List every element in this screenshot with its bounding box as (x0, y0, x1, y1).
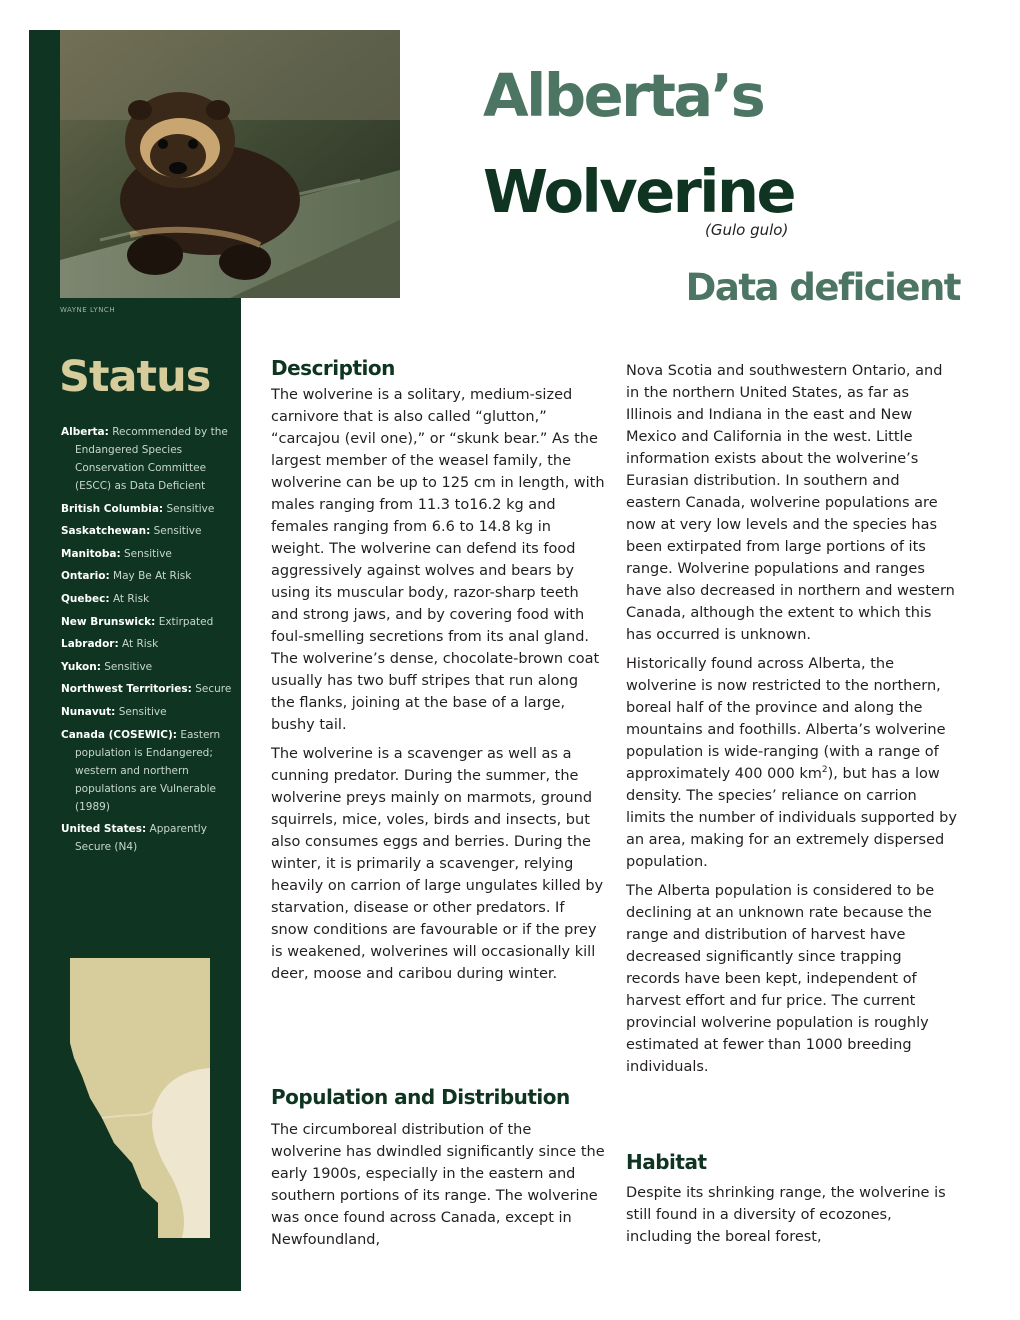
status-value: Extirpated (158, 615, 214, 628)
population-p2-part-a: Historically found across Alberta, the wolverine is now restricted to the northern, boreal half of the province and along the mountains and foothills. Alberta’s wolverine population is wide-ranging (with a range of approximately 400 000 km (626, 656, 946, 782)
status-list (61, 423, 241, 861)
population-paragraph-1: The circumboreal distribution of the wolverine has dwindled significantly since the early 1900s, especially in the eastern and southern portions of its range. The wolverine was once found across Canada, except in Newfoundland, (271, 1122, 605, 1248)
status-region: Saskatchewan: (61, 525, 151, 538)
status-item (61, 590, 241, 608)
description-heading: Description (271, 356, 395, 380)
status-value: Apparently Secure (N4) (75, 823, 207, 854)
status-item (61, 423, 241, 495)
status-item (61, 635, 241, 653)
wolverine-photo (60, 30, 400, 298)
description-paragraph-2: The wolverine is a scavenger as well as a cunning predator. During the summer, the wolverine preys mainly on marmots, ground squirrels, mice, voles, birds and insects, but also consumes eggs and berries. During the winter, it is primarily a scavenger, relying heavily on carrion of large ungulates killed by starvation, disease or other predators. If snow conditions are favourable or if the prey is weakened, wolverines will occasionally kill deer, moose and caribou during winter. (271, 746, 604, 982)
status-region: Alberta: (61, 426, 109, 438)
status-item (61, 820, 241, 856)
status-region: Quebec: (61, 592, 110, 605)
status-region: Nunavut: (61, 705, 116, 718)
habitat-paragraph-1: Despite its shrinking range, the wolverine is still found in a diversity of ecozones, including the boreal forest, (626, 1185, 946, 1245)
status-value: At Risk (112, 592, 150, 605)
population-p2-part-b: ), but has a low density. The species’ reliance on carrion limits the number of individuals supported by an area, making for an extremely dispersed population. (626, 766, 957, 870)
wolverine-photo-illustration (60, 30, 400, 298)
status-item (61, 522, 241, 540)
status-value: At Risk (122, 638, 159, 651)
superscript: 2 (821, 765, 828, 776)
habitat-column (626, 1182, 958, 1255)
status-region: Northwest Territories: (61, 683, 192, 696)
status-item (61, 545, 241, 563)
status-value: Sensitive (118, 705, 167, 718)
status-region: Canada (COSEWIC): (61, 728, 177, 741)
description-paragraph-1: The wolverine is a solitary, medium-sized carnivore that is also called “glutton,” “carcajou (evil one),” or “skunk bear.” As the largest member of the weasel family, the wolverine can be up to 125 cm in length, with males ranging from 11.3 to16.2 kg and females ranging from 6.6 to 14.8 kg in weight. The wolverine can defend its food aggressively against wolves and bears by using its muscular body, razor-sharp teeth and strong jaws, and by covering food with foul-smelling secretions from its anal gland. The wolverine’s dense, chocolate-brown coat usually has two buff stripes that run along the flanks, joining at the base of a large, bushy tail. (271, 387, 605, 733)
status-region: Ontario: (61, 570, 110, 583)
status-region: British Columbia: (61, 502, 164, 515)
status-value: Recommended by the Endangered Species Conservation Committee (ESCC) as Data Deficient (75, 426, 228, 492)
status-item (61, 567, 241, 585)
status-item (61, 703, 241, 721)
population-column-continued (626, 360, 958, 1085)
status-value: Eastern population is Endangered; western and northern populations are Vulnerable (1989) (75, 728, 221, 813)
status-region: Manitoba: (61, 547, 121, 560)
status-value: Secure (195, 683, 232, 696)
page-title-line2: Wolverine (483, 157, 795, 226)
status-value: Sensitive (166, 502, 215, 515)
status-value: Sensitive (104, 660, 153, 673)
alberta-map-illustration (62, 948, 212, 1248)
population-paragraph-2 (626, 653, 958, 873)
description-column (271, 384, 606, 992)
status-region: Yukon: (61, 660, 101, 673)
status-value: Sensitive (124, 547, 172, 560)
status-value: Sensitive (153, 525, 202, 538)
population-heading: Population and Distribution (271, 1085, 570, 1109)
photo-credit: WAYNE LYNCH (60, 306, 116, 314)
status-item (61, 726, 241, 816)
status-value: May Be At Risk (113, 570, 192, 583)
status-item (61, 613, 241, 631)
status-item (61, 680, 241, 698)
status-region: United States: (61, 823, 147, 836)
habitat-heading: Habitat (626, 1150, 707, 1174)
status-region: New Brunswick: (61, 615, 156, 628)
status-item (61, 500, 241, 518)
population-paragraph-3: The Alberta population is considered to be declining at an unknown rate because the range and distribution of harvest have decreased significantly since trapping records have been kept, independent of harvest effort and fur price. The current provincial wolverine population is roughly estimated at fewer than 1000 breeding individuals. (626, 883, 935, 1075)
status-region: Labrador: (61, 638, 119, 651)
status-label: Data deficient (685, 266, 960, 309)
alberta-range-map (62, 948, 212, 1252)
population-column-start (271, 1119, 606, 1258)
page-title-line1: Alberta’s (483, 61, 764, 130)
status-item (61, 658, 241, 676)
population-paragraph-1-continued: Nova Scotia and southwestern Ontario, and in the northern United States, as far as Illinois and Indiana in the east and New Mexico and California in the west. Little information exists about the wolverine’s Eurasian distribution. In southern and eastern Canada, wolverine populations are now at very low levels and the species has been extirpated from large portions of its range. Wolverine populations and ranges have also decreased in northern and western Canada, although the extent to which this has occurred is unknown. (626, 363, 955, 643)
latin-name: (Gulo gulo) (705, 221, 789, 239)
status-heading: Status (59, 352, 211, 402)
